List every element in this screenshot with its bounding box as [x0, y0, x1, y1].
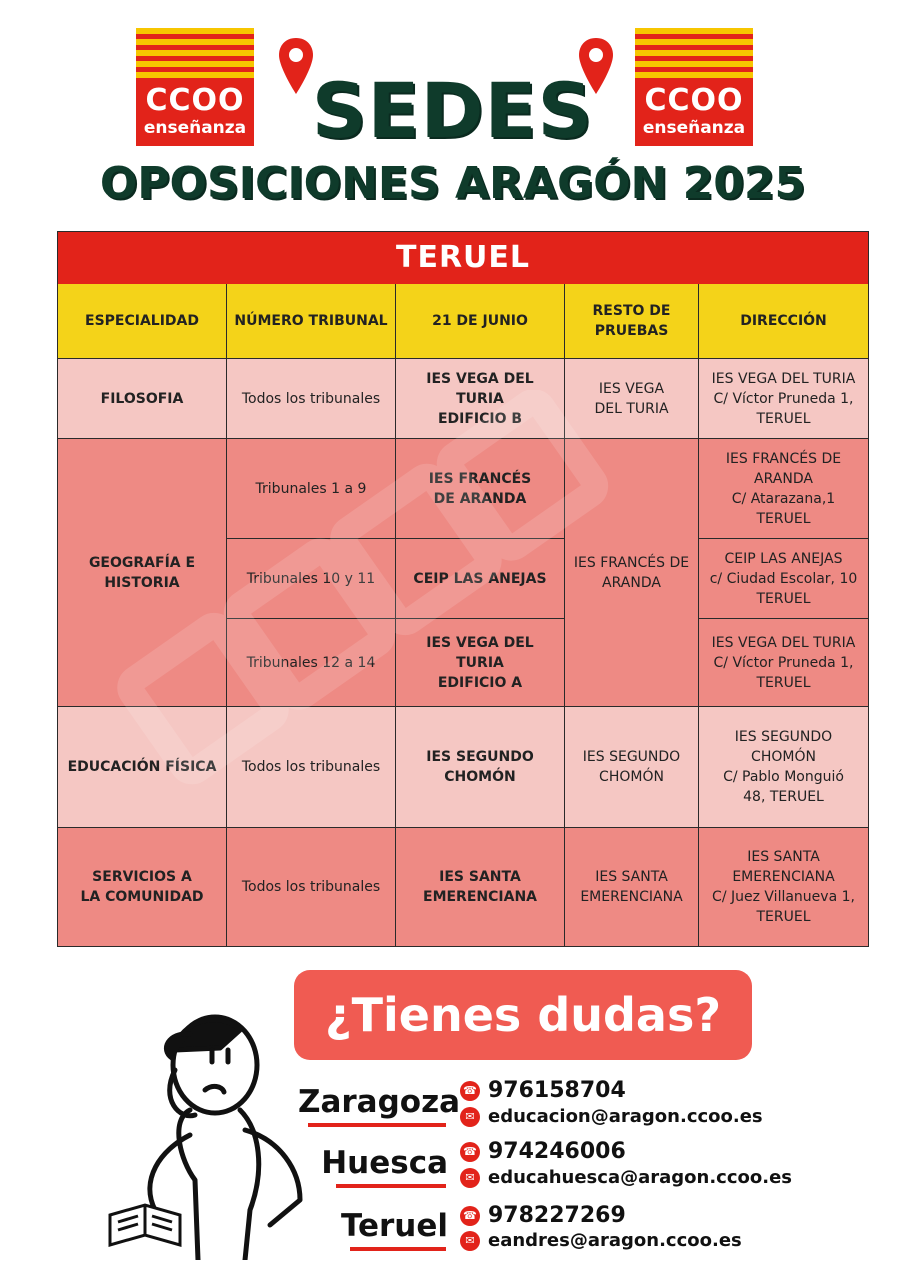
email-address: educahuesca@aragon.ccoo.es: [488, 1167, 792, 1188]
logo-subbrand: enseñanza: [642, 118, 746, 138]
cell-junio-filosofia: [396, 359, 565, 439]
city-underline: [336, 1184, 446, 1188]
column-header-direccion: DIRECCIÓN: [699, 284, 868, 359]
cell-text-line: IES SANTA: [747, 849, 820, 865]
cell-text-line: TERUEL: [756, 674, 811, 691]
cell-tribunal-filosofia: Todos los tribunales: [227, 359, 396, 439]
phone-icon: ☎: [460, 1206, 480, 1226]
cell-resto-geografia: IES FRANCÉS DE ARANDA: [565, 439, 699, 707]
cell-especialidad-educacion-fisica: EDUCACIÓN FÍSICA: [58, 707, 227, 828]
phone-number: 978227269: [488, 1203, 626, 1228]
cell-text-line: IES VEGA DEL TURIA: [426, 634, 534, 671]
cell-tribunal-geografia-2: Tribunales 10 y 11: [227, 539, 396, 619]
phone-icon: ☎: [460, 1142, 480, 1162]
cell-junio-geografia-3: [396, 619, 565, 707]
cell-junio-educacion-fisica: IES SEGUNDO CHOMÓN: [396, 707, 565, 828]
cell-text-line: C/ Víctor Pruneda 1,: [713, 654, 854, 671]
contact-phone-teruel: [460, 1203, 626, 1228]
book-icon: [110, 1205, 180, 1245]
cell-resto-servicios: IES SANTA EMERENCIANA: [565, 828, 699, 946]
cell-direccion-educacion-fisica: [699, 707, 868, 828]
contact-email-huesca: [460, 1167, 792, 1188]
cell-text-line: TERUEL: [756, 590, 811, 607]
cell-especialidad-filosofia: FILOSOFIA: [58, 359, 227, 439]
cell-text-line: 48, TERUEL: [743, 789, 824, 805]
cell-direccion-geografia-3: [699, 619, 868, 707]
phone-number: 976158704: [488, 1078, 626, 1103]
contact-city-teruel: Teruel: [340, 1208, 448, 1244]
cell-direccion-servicios: [699, 828, 868, 946]
cell-direccion-geografia-1: [699, 439, 868, 539]
thinking-person-illustration: [100, 1010, 320, 1260]
city-underline: [308, 1123, 446, 1127]
contact-email-teruel: [460, 1230, 742, 1251]
cell-text-line: c/ Ciudad Escolar, 10: [709, 570, 858, 587]
contact-city-huesca: Huesca: [321, 1145, 448, 1181]
logo-brand: CCOO: [644, 83, 744, 118]
cell-junio-geografia-2: CEIP LAS ANEJAS: [396, 539, 565, 619]
email-address: educacion@aragon.ccoo.es: [488, 1106, 763, 1127]
cell-direccion-filosofia: [699, 359, 868, 439]
page-subtitle: OPOSICIONES ARAGÓN 2025: [99, 158, 806, 209]
cell-text-line: EDIFICIO A: [437, 674, 523, 691]
page-title: SEDES: [311, 66, 594, 155]
email-icon: ✉: [460, 1168, 480, 1188]
column-header-especialidad: ESPECIALIDAD: [58, 284, 227, 359]
cell-direccion-geografia-2: [699, 539, 868, 619]
help-banner: ¿Tienes dudas?: [294, 970, 752, 1060]
cell-text-line: CEIP LAS ANEJAS: [724, 550, 843, 567]
cell-text-line: TERUEL: [756, 510, 811, 527]
column-header-resto: RESTO DE PRUEBAS: [565, 284, 699, 359]
cell-text-line: TERUEL: [756, 909, 811, 925]
contact-phone-zaragoza: [460, 1078, 626, 1103]
cell-tribunal-geografia-3: Tribunales 12 a 14: [227, 619, 396, 707]
cell-junio-geografia-1: IES FRANCÉS DE ARANDA: [396, 439, 565, 539]
cell-text-line: IES SEGUNDO: [734, 729, 833, 745]
cell-especialidad-geografia: GEOGRAFÍA E HISTORIA: [58, 439, 227, 707]
cell-tribunal-servicios: Todos los tribunales: [227, 828, 396, 946]
table-city-title: TERUEL: [58, 232, 868, 284]
cell-text-line: EMERENCIANA: [732, 869, 835, 885]
cell-text-line: IES VEGA DEL TURIA: [711, 370, 856, 387]
cell-text-line: C/ Atarazana,1: [731, 490, 836, 507]
cell-text-line: TERUEL: [756, 410, 811, 427]
cell-tribunal-educacion-fisica: Todos los tribunales: [227, 707, 396, 828]
cell-resto-filosofia: IES VEGA DEL TURIA: [565, 359, 699, 439]
cell-resto-educacion-fisica: IES SEGUNDO CHOMÓN: [565, 707, 699, 828]
phone-icon: ☎: [460, 1081, 480, 1101]
sedes-table: [57, 231, 869, 947]
email-icon: ✉: [460, 1107, 480, 1127]
cell-text-line: C/ Juez Villanueva 1,: [712, 889, 855, 905]
email-icon: ✉: [460, 1231, 480, 1251]
city-underline: [350, 1247, 446, 1251]
cell-text-line: EDIFICIO B: [437, 410, 523, 427]
cell-text-line: IES VEGA DEL TURIA: [711, 634, 856, 651]
cell-text-line: CHOMÓN: [751, 749, 816, 765]
column-header-tribunal: NÚMERO TRIBUNAL: [227, 284, 396, 359]
cell-text-line: ARANDA: [754, 470, 813, 487]
contact-phone-huesca: [460, 1139, 626, 1164]
cell-text-line: IES VEGA DEL TURIA: [426, 370, 534, 407]
cell-especialidad-servicios: SERVICIOS A LA COMUNIDAD: [58, 828, 227, 946]
column-header-21-junio: 21 DE JUNIO: [396, 284, 565, 359]
cell-text-line: C/ Pablo Monguió: [723, 769, 844, 785]
cell-text-line: IES FRANCÉS DE: [725, 450, 842, 467]
logo-subbrand: enseñanza: [143, 118, 247, 138]
phone-number: 974246006: [488, 1139, 626, 1164]
contact-city-zaragoza: Zaragoza: [298, 1084, 461, 1120]
cell-tribunal-geografia-1: Tribunales 1 a 9: [227, 439, 396, 539]
logo-brand: CCOO: [145, 83, 245, 118]
cell-text-line: C/ Víctor Pruneda 1,: [713, 390, 854, 407]
email-address: eandres@aragon.ccoo.es: [488, 1230, 742, 1251]
cell-junio-servicios: IES SANTA EMERENCIANA: [396, 828, 565, 946]
contact-email-zaragoza: [460, 1106, 763, 1127]
